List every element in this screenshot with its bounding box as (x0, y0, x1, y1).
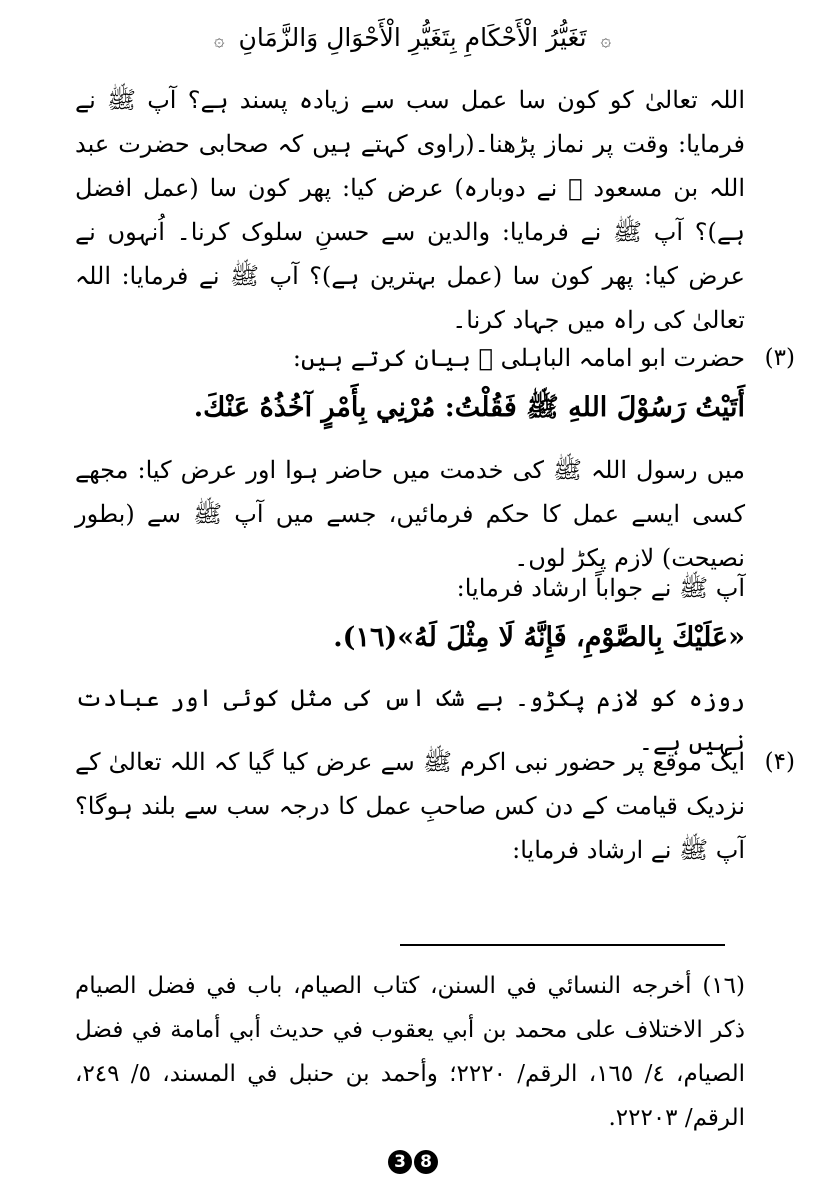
footnote-separator (400, 944, 725, 946)
page-number (373, 1150, 453, 1174)
footnote: (١٦) أخرجه النسائي في السنن، كتاب الصيام، باب في فضل الصيام ذكر الاختلاف على محمد بن أبي يعقوب في حديث أبي أمامة في فضل الصيام، ٤/ ١٦٥، الرقم/ ٢٢٢٠؛ وأحمد بن حنبل في المسند، ٥/ ٢٤٩، الرقم/ ٢٢٢٠٣. (75, 973, 745, 1131)
hadith-3-intro: حضرت ابو امامہ الباہلی ﷛ بیان کرتے ہیں: (292, 344, 745, 372)
paragraph-hadith-2-continued: اللہ تعالیٰ کو کون سا عمل سب سے زیادہ پسند ہے؟ آپ ﷺ نے فرمایا: وقت پر نماز پڑھنا۔(راوی کہتے ہیں کہ صحابی حضرت عبد اللہ بن مسعود ﷛ نے دوبارہ) عرض کیا: پھر کون سا (عمل افضل ہے)؟ آپ ﷺ نے فرمایا: والدین سے حسنِ سلوک کرنا۔ اُنہوں نے عرض کیا: پھر کون سا (عمل بہترین ہے)؟ آپ ﷺ نے فرمایا: اللہ تعالیٰ کی راہ میں جہاد کرنا۔ (75, 86, 745, 334)
hadith-3-arabic-reply: «عَلَيْكَ بِالصَّوْمِ، فَإِنَّهُ لَا مِثْلَ لَهُ»(١٦). (333, 622, 745, 653)
hadith-4-text: ایک موقع پر حضور نبی اکرم ﷺ سے عرض کیا گیا کہ اللہ تعالیٰ کے نزدیک قیامت کے دن کس صاحبِ عمل کا درجہ سب سے بلند ہوگا؟ آپ ﷺ نے ارشاد فرمایا: (75, 748, 745, 864)
ornament-icon: ۞ (213, 30, 225, 51)
hadith-3-final-translation: روزہ کو لازم پکڑو۔ بے شک اس کی مثل کوئی اور عبادت نہیں ہے۔ (75, 684, 745, 756)
hadith-3-translation: میں رسول اللہ ﷺ کی خدمت میں حاضر ہوا اور عرض کیا: مجھے کسی ایسے عمل کا حکم فرمائیں، جسے میں آپ ﷺ سے (بطور نصیحت) لازم پکڑ لوں۔ (75, 456, 746, 572)
hadith-3-reply: آپ ﷺ نے جواباً ارشاد فرمایا: (456, 574, 745, 602)
header-title: تَغَیُّرُ الْأَحْكَامِ بِتَغَیُّرِ الْأَحْوَالِ وَالزَّمَانِ (238, 23, 587, 52)
hadith-number-4: (۴) (764, 749, 795, 775)
running-header (0, 18, 825, 61)
ornament-icon: ۞ (600, 30, 612, 51)
page-number-digit: 3 (388, 1150, 412, 1174)
hadith-number-3: (۳) (764, 345, 795, 371)
page-number-digit: 8 (414, 1150, 438, 1174)
hadith-3-arabic: أَتَيْتُ رَسُوْلَ اللهِ ﷺ فَقُلْتُ: مُرْنِي بِأَمْرٍ آخُذُهُ عَنْكَ. (193, 392, 745, 423)
